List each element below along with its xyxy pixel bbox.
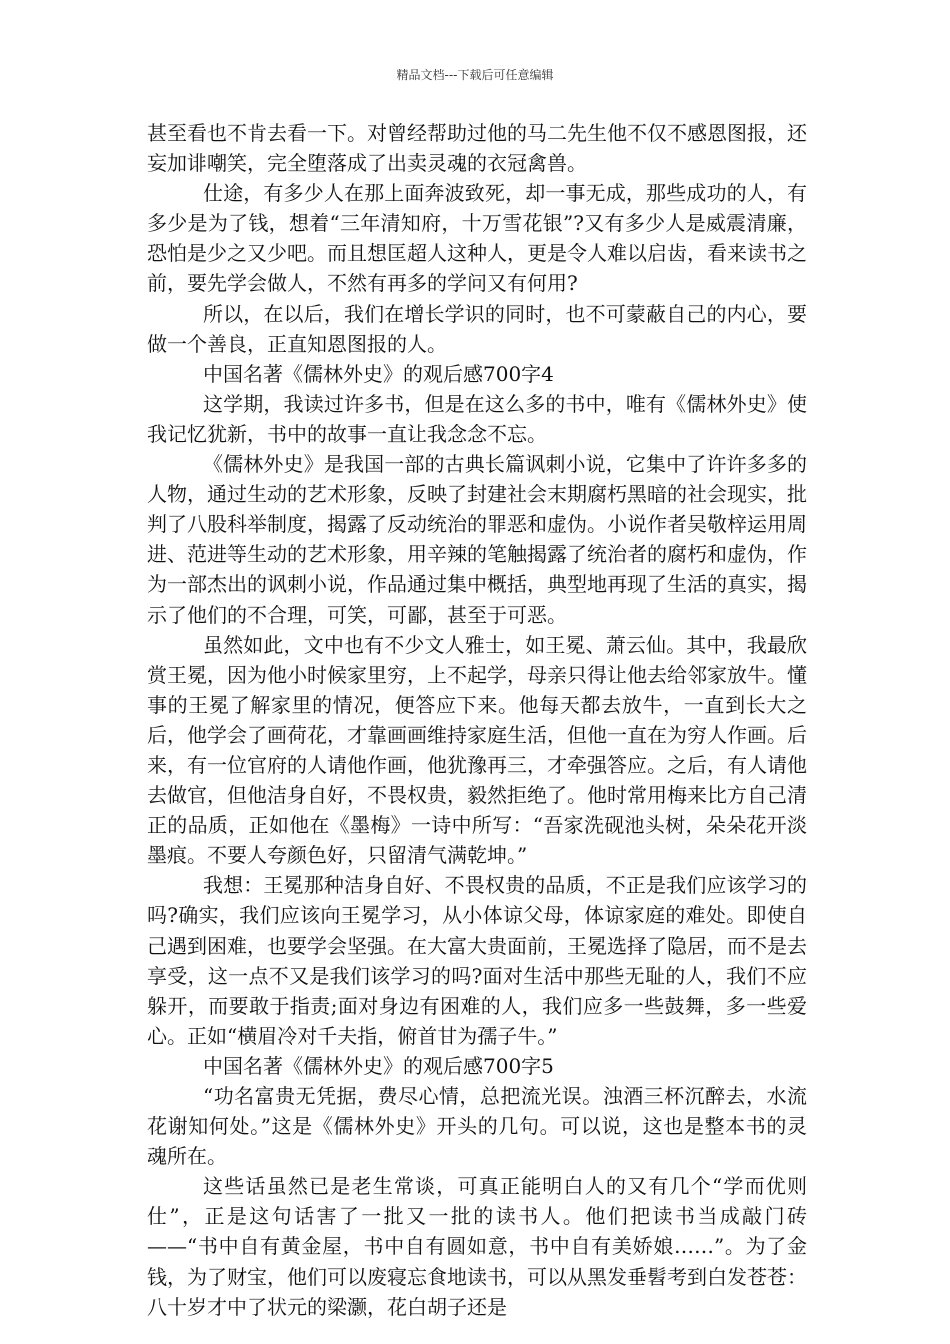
paragraph: 虽然如此，文中也有不少文人雅士，如王冕、萧云仙。其中，我最欣赏王冕，因为他小时候家里穷，上不起学，母亲只得让他去给邻家放牛。懂事的王冕了解家里的情况，便答应下来。他每天都去放牛，一直到长大之后，他学会了画荷花，才靠画画维持家庭生活，但他一直在为穷人作画。后来，有一位官府的人请他作画，他犹豫再三，才牵强答应。之后，有人请他去做官，但他洁身自好，不畏权贵，毅然拒绝了。他时常用梅来比方自己清正的品质，正如他在《墨梅》一诗中所写：“吾家洗砚池头树，朵朵花开淡墨痕。不要人夸颜色好，只留清气满乾坤。” — [147, 632, 807, 868]
paragraph: 所以，在以后，我们在增长学识的同时，也不可蒙蔽自己的内心，要做一个善良，正直知恩图报的人。 — [147, 301, 807, 356]
section-heading: 中国名著《儒林外史》的观后感700字4 — [203, 361, 554, 386]
page-header: 精品文档---下载后可任意编辑 — [396, 68, 554, 82]
document-body — [147, 118, 807, 1322]
paragraph: 仕途，有多少人在那上面奔波致死，却一事无成，那些成功的人，有多少是为了钱，想着“三年清知府，十万雪花银”?又有多少人是威震清廉，恐怕是少之又少吧。而且想匡超人这种人，更是令人难以启齿，看来读书之前，要先学会做人，不然有再多的学问又有何用? — [147, 181, 807, 296]
paragraph: 我想：王冕那种洁身自好、不畏权贵的品质，不正是我们应该学习的吗?确实，我们应该向王冕学习，从小体谅父母，体谅家庭的难处。即使自己遇到困难，也要学会坚强。在大富大贵面前，王冕选择了隐居，而不是去享受，这一点不又是我们该学习的吗?面对生活中那些无耻的人，我们不应躲开，而要敢于指责;面对身边有困难的人，我们应多一些鼓舞，多一些爱心。正如“横眉冷对千夫指，俯首甘为孺子牛。” — [147, 873, 807, 1048]
paragraph: 这学期，我读过许多书，但是在这么多的书中，唯有《儒林外史》使我记忆犹新，书中的故事一直让我念念不忘。 — [147, 391, 807, 446]
paragraph: 《儒林外史》是我国一部的古典长篇讽刺小说，它集中了许许多多的人物，通过生动的艺术形象，反映了封建社会末期腐朽黑暗的社会现实，批判了八股科举制度，揭露了反动统治的罪恶和虚伪。小说作者吴敬梓运用周进、范进等生动的艺术形象，用辛辣的笔触揭露了统治者的腐朽和虚伪，作为一部杰出的讽刺小说，作品通过集中概括，典型地再现了生活的真实，揭示了他们的不合理，可笑，可鄙，甚至于可恶。 — [147, 452, 807, 627]
paragraph: 这些话虽然已是老生常谈，可真正能明白人的又有几个“学而优则仕”，正是这句话害了一批又一批的读书人。他们把读书当成敲门砖——“书中自有黄金屋，书中自有圆如意，书中自有美娇娘……”。为了金钱，为了财宝，他们可以废寝忘食地读书，可以从黑发垂髫考到白发苍苍：八十岁才中了状元的梁灏，花白胡子还是 — [147, 1174, 807, 1319]
section-heading: 中国名著《儒林外史》的观后感700字5 — [203, 1053, 554, 1078]
paragraph: “功名富贵无凭据，费尽心情，总把流光误。浊酒三杯沉醉去，水流花谢知何处。”这是《儒林外史》开头的几句。可以说，这也是整本书的灵魂所在。 — [147, 1084, 807, 1169]
paragraph: 甚至看也不肯去看一下。对曾经帮助过他的马二先生他不仅不感恩图报，还妄加诽嘲笑，完全堕落成了出卖灵魂的衣冠禽兽。 — [147, 121, 807, 176]
